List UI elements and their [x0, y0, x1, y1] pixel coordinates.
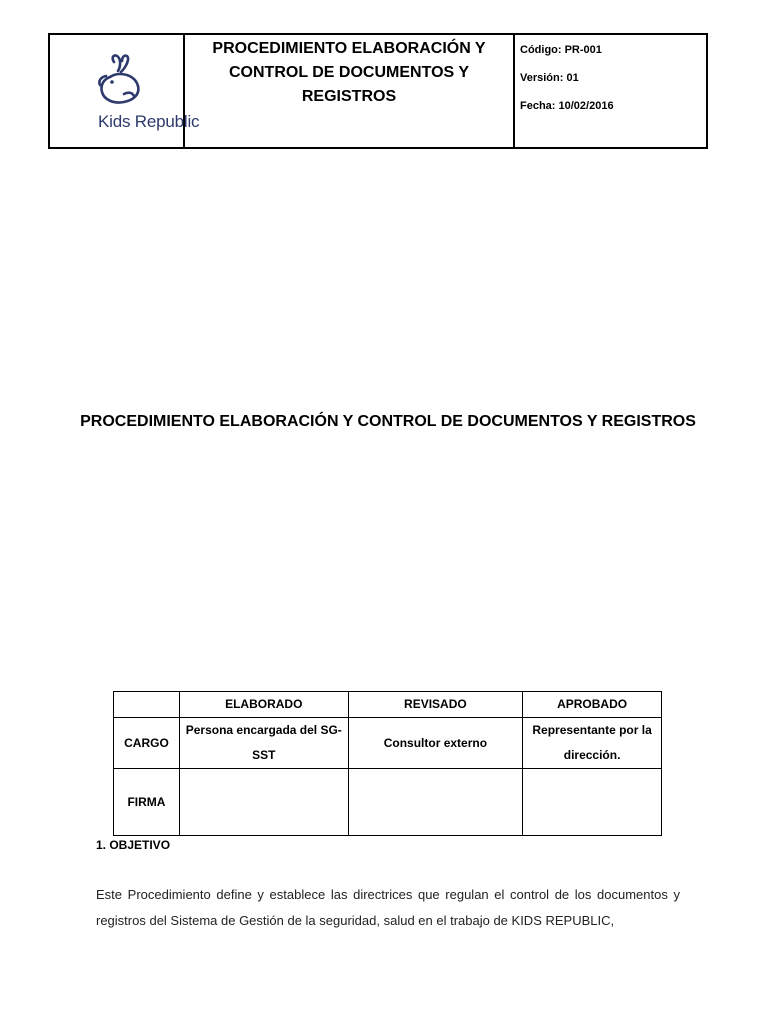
table-header-row	[114, 692, 662, 718]
document-header	[48, 33, 708, 149]
document-code: Código: PR-001	[520, 44, 602, 56]
table-cell: Representante por la dirección.	[523, 718, 662, 769]
table-row	[114, 769, 662, 836]
signature-cell	[348, 769, 523, 836]
document-title: PROCEDIMIENTO ELABORACIÓN Y CONTROL DE DOCUMENTOS Y REGISTROS	[80, 413, 696, 430]
rabbit-logo-icon	[88, 52, 152, 110]
approval-table	[113, 691, 662, 836]
section-paragraph: Este Procedimiento define y establece las directrices que regulan el control de los documentos y registros del Sistema de Gestión de la seguridad, salud en el trabajo de KIDS REPUBLIC,	[96, 887, 680, 928]
table-header-cell: REVISADO	[348, 692, 523, 718]
logo-cell	[50, 35, 200, 147]
table-cell: CARGO	[114, 718, 180, 769]
table-row	[114, 718, 662, 769]
signature-cell	[523, 769, 662, 836]
signature-cell	[179, 769, 348, 836]
header-title-cell	[185, 35, 515, 147]
header-meta-cell	[515, 35, 706, 147]
table-cell: Persona encargada del SG- SST	[179, 718, 348, 769]
table-cell: Consultor externo	[348, 718, 523, 769]
document-date: Fecha: 10/02/2016	[520, 100, 614, 112]
table-header-cell: APROBADO	[523, 692, 662, 718]
header-title: PROCEDIMIENTO ELABORACIÓN Y CONTROL DE DOCUMENTOS Y REGISTROS	[212, 40, 486, 105]
section-heading: 1. OBJETIVO	[96, 838, 171, 852]
table-header-cell: ELABORADO	[179, 692, 348, 718]
logo-text: Kids Republic	[98, 112, 200, 131]
table-header-cell	[114, 692, 180, 718]
document-version: Versión: 01	[520, 72, 579, 84]
table-cell: FIRMA	[114, 769, 180, 836]
